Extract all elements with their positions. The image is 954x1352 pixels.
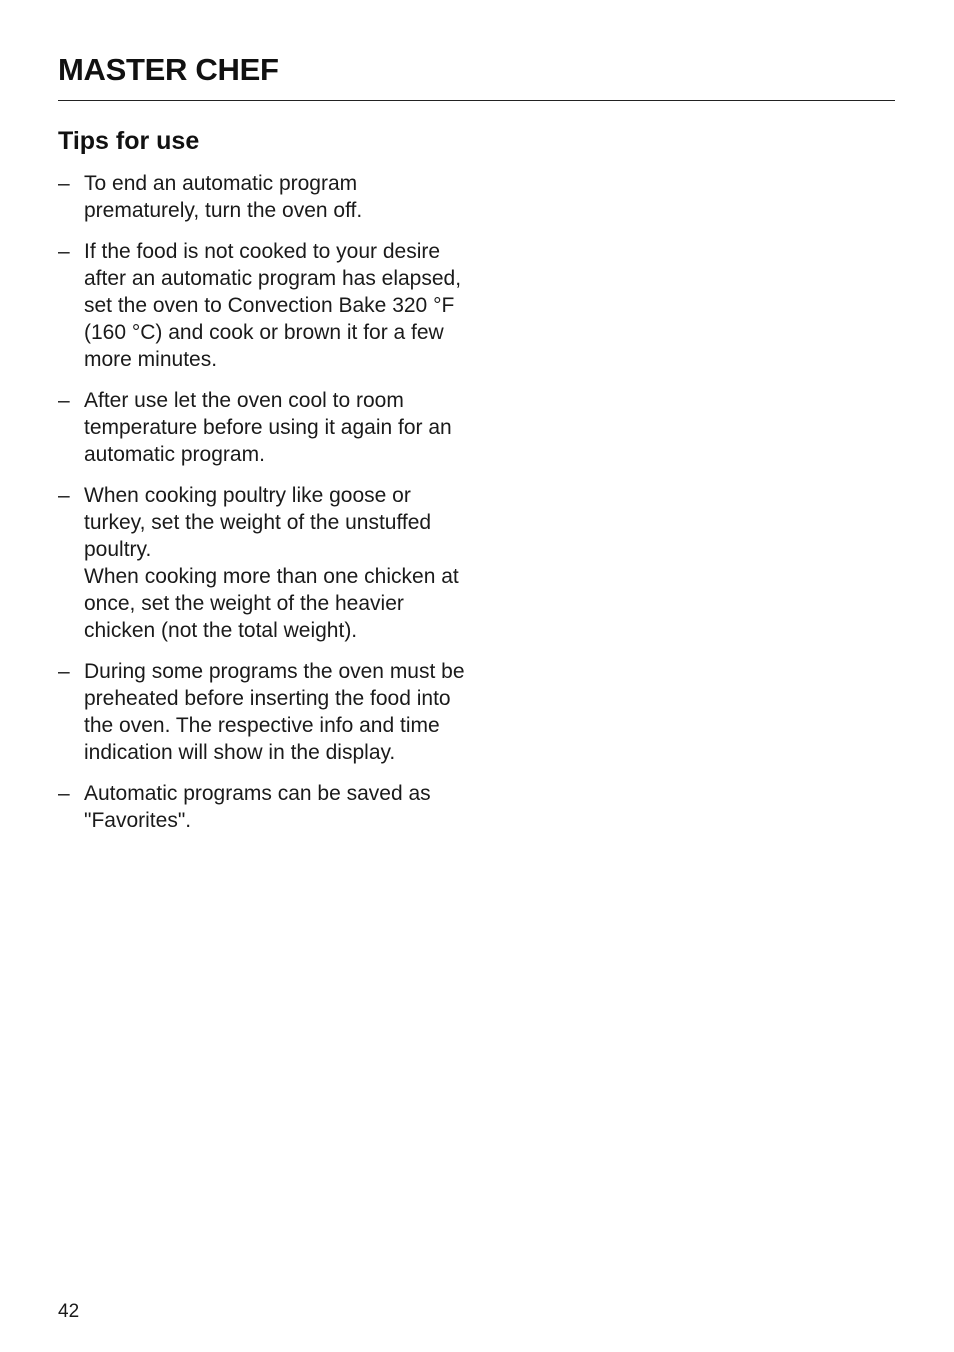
dash-bullet: – bbox=[58, 172, 70, 195]
section-title: Tips for use bbox=[58, 127, 200, 155]
tip-text: After use let the oven cool to room temperature before using it again for an automatic program. bbox=[84, 389, 452, 466]
list-item bbox=[58, 482, 478, 644]
tip-text: To end an automatic program prematurely, turn the oven off. bbox=[84, 172, 363, 222]
dash-bullet: – bbox=[58, 240, 70, 263]
page-number: 42 bbox=[58, 1301, 80, 1322]
tips-list bbox=[58, 170, 478, 848]
dash-bullet: – bbox=[58, 389, 70, 412]
tip-text: When cooking poultry like goose or turkey, set the weight of the unstuffed poultry. bbox=[84, 484, 432, 561]
list-item bbox=[58, 658, 478, 766]
page-title: MASTER CHEF bbox=[58, 52, 279, 87]
tip-text-continued: When cooking more than one chicken at once, set the weight of the heavier chicken (not the total weight). bbox=[84, 565, 459, 642]
list-item bbox=[58, 170, 478, 224]
list-item bbox=[58, 238, 478, 373]
header-divider bbox=[58, 100, 895, 101]
dash-bullet: – bbox=[58, 484, 70, 507]
list-item bbox=[58, 780, 478, 834]
list-item bbox=[58, 387, 478, 468]
tip-text: Automatic programs can be saved as "Favorites". bbox=[84, 782, 431, 832]
tip-text: During some programs the oven must be preheated before inserting the food into the oven. The respective info and time indication will show in the display. bbox=[84, 660, 465, 764]
page-header bbox=[58, 50, 895, 90]
dash-bullet: – bbox=[58, 782, 70, 805]
dash-bullet: – bbox=[58, 660, 70, 683]
tip-text: If the food is not cooked to your desire after an automatic program has elapsed, set the oven to Convection Bake 320 °F (160 °C) and cook or brown it for a few more minutes. bbox=[84, 240, 462, 371]
